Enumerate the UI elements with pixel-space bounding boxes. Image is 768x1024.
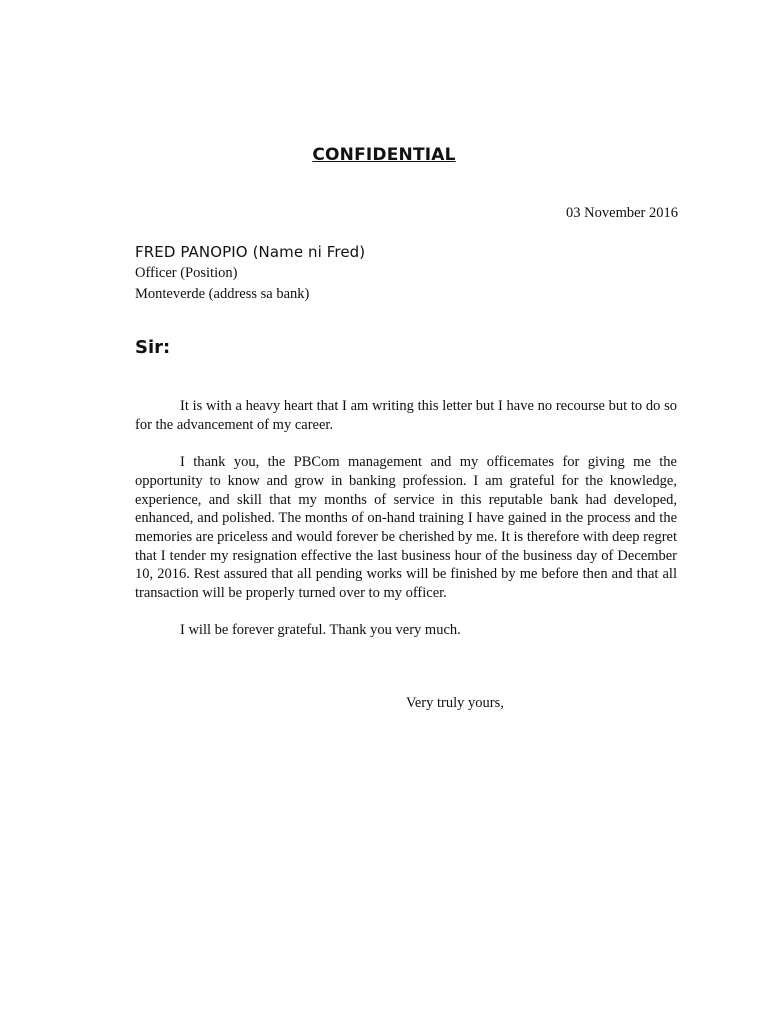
recipient-position: Officer (Position)	[135, 265, 238, 281]
salutation: Sir:	[135, 337, 171, 358]
letter-title: CONFIDENTIAL	[312, 145, 456, 165]
body-paragraph-1: It is with a heavy heart that I am writing this letter but I have no recourse but to do so for the advancement of my career.	[135, 398, 677, 433]
body-paragraph-3: I will be forever grateful. Thank you very much.	[180, 622, 461, 639]
recipient-address: Monteverde (address sa bank)	[135, 286, 310, 302]
recipient-block	[135, 242, 365, 305]
letter-date: 03 November 2016	[566, 205, 678, 221]
closing: Very truly yours,	[406, 695, 504, 711]
letter-body	[135, 397, 677, 659]
recipient-name: FRED PANOPIO (Name ni Fred)	[135, 243, 366, 261]
body-paragraph-2: I thank you, the PBCom management and my officemates for giving me the opportunity to know and grow in banking profession. I am grateful for the knowledge, experience, and skill that my months of service in this reputable bank had developed, enhanced, and polished. The months of on-hand training I have gained in the process and the memories are priceless and would forever be cherished by me. It is therefore with deep regret that I tender my resignation effective the last business hour of the business day of December 10, 2016. Rest assured that all pending works will be finished by me before then and that all transaction will be properly turned over to my officer.	[135, 454, 677, 602]
